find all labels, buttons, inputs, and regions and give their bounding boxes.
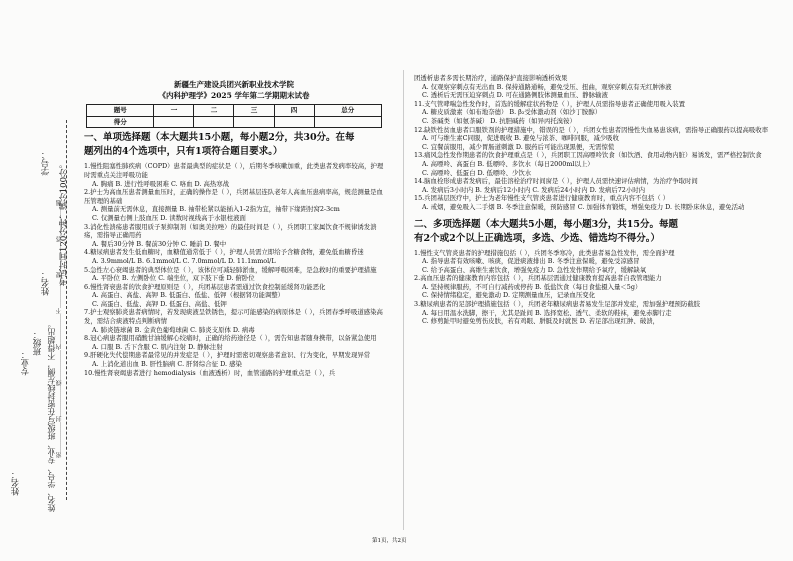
score-cell: 题号 [87, 105, 154, 117]
question-text: 1.慢性支气管炎患者的护理措施包括（ ），兵团冬季寒冷，此类患者易急性发作，需全面护理 [414, 248, 675, 257]
section-1-title [84, 131, 384, 159]
question-options: A. 每日用温水洗脚，擦干，尤其是趾间 B. 选择宽松、透气、柔软的鞋袜，避免赤脚行走 [422, 308, 672, 317]
question-options: C. 仅测量右侧上肢血压 D. 读数时视线高于水银柱液面 [92, 213, 246, 222]
exam-notice-1: 考试时间120分钟，满分100分。 [59, 160, 69, 286]
seal-line [66, 120, 67, 500]
question-text: 15.兵团基层医疗中，护士为老年慢性支气管炎患者进行健康教育时，重点内容不包括（ ） [414, 194, 670, 203]
score-cell[interactable] [274, 116, 314, 128]
student-id-label: 学号： [41, 150, 51, 176]
question-options: A. 坚持规律服药，不可自行减药或停药 B. 低盐饮食（每日食盐摄入量＜5g） [422, 282, 642, 291]
question-options: A. 3.9mmol/L B. 6.1mmol/L C. 7.0mmol/L D. 11.1mmol/L [92, 256, 276, 265]
question-options: A. 仅观察穿刺点有无出血 B. 保持通路通畅，避免受压、扭曲，观察穿刺点有无红肿渗液 [422, 82, 672, 91]
question-text: 11.支气管哮喘急性发作时，首选的缓解症状药物是（ ），护理人员需指导患者正确使用吸入装置 [414, 99, 686, 108]
score-cell[interactable] [194, 116, 234, 128]
name-label-bottom: 姓名： [11, 470, 21, 496]
question-text: 2.高血压患者的健康教育内容包括（ ），兵团基层需通过健康教育提高患者自我管理能力 [414, 274, 662, 283]
score-cell: 二 [194, 105, 234, 117]
score-cell[interactable] [154, 116, 194, 128]
question-text: 4.糖尿病患者发生低血糖时，血糖值通常低于（ ），护理人员需立即给予含糖食物，避免低血糖昏迷 [84, 248, 364, 257]
question-options: A. 可与维生素C同服，促进吸收 B. 避免与浓茶、咖啡同服，减少吸收 [422, 134, 619, 143]
question-options: C. 高嘌呤、低蛋白 D. 低嘌呤、少饮水 [422, 168, 532, 177]
question-options: A. 上消化道出血 B. 肝性脑病 C. 肝肾综合征 D. 感染 [92, 360, 242, 369]
section-1-title-line: 题列出的4个选项中，只有1项符合题目要求。） [84, 146, 283, 158]
section-2-title-line: 有2个或2个以上正确选项，多选、少选、错选均不得分。） [414, 232, 660, 244]
score-cell: 得分 [87, 116, 154, 128]
school-name: 新疆生产建设兵团兴新职业技术学院 [174, 80, 294, 89]
question-options: A. 发病后3小时内 B. 发病后12小时内 C. 发病后24小时内 D. 发病后72小时内 [422, 185, 646, 194]
page-number: 第1页，共2页 [372, 538, 407, 544]
question-text: 13.痛风急性发作期患者的饮食护理重点是（ ），兵团职工因高嘌呤饮食（如饮酒、食用动物内脏）易诱发，需严格控制饮食 [414, 151, 762, 160]
question-text: 2.护士为高血压患者测量血压时，正确的操作是（ ），兵团基层连队老年人高血压患病率高，规范测量是血压管理的基础 [84, 188, 383, 205]
question-options: A. 戒烟，避免吸入二手烟 B. 冬季注意保暖，预防感冒 C. 加强体育锻炼，增强免疫力 D. 长期卧床休息，避免活动 [422, 202, 745, 211]
question-options: A. 肺炎链球菌 B. 金黄色葡萄球菌 C. 肺炎支原体 D. 病毒 [92, 325, 255, 334]
question-options: C. 保持情绪稳定，避免激动 D. 定期测量血压，记录血压变化 [422, 291, 596, 300]
question-text: 12.缺铁性贫血患者口服铁剂的护理措施中，错误的是（ ），兵团女性患者因慢性失血易患该病，需指导正确服药以提高吸收率 [414, 125, 769, 134]
major-label: 专业： [21, 350, 31, 376]
score-table-score-row [87, 116, 382, 128]
question-text: 10.慢性肾衰竭患者进行 hemodialysis（血液透析）时，血管通路的护理重点是（ ），兵 [84, 368, 336, 377]
question-text: 9.肝硬化失代偿期患者最常见的并发症是（ ），护理时需密切观察患者意识、行为变化，早期发现异常 [84, 351, 371, 360]
score-table-header-row [87, 105, 382, 117]
section-2-title [414, 218, 769, 246]
question-options: C. 宜餐前服用，减少胃肠道刺激 D. 服药后可能出现黑便，无需惊慌 [422, 142, 615, 151]
seal-line-text: 密……………封……………线……………内……………不……………要……………答……………题 [56, 200, 63, 458]
section-1-title-line: 一、单项选择题（本大题共15小题，每小题2分，共30分。在每 [84, 132, 355, 144]
exam-notice-2: 姓名、学号、专业、班级写在密封线左侧，不得超出。 [47, 320, 56, 512]
question-text: 6.慢性肾衰患者的饮食护理原则是（ ），兵团基层患者需通过饮食控制延缓肾功能恶化 [84, 282, 326, 291]
question-options: C. 修剪趾甲时避免剪伤皮肤，若有鸡眼、胼胝及时就医 D. 若足部出现红肿、破溃， [422, 317, 659, 326]
question-text: 7.护士观察肺炎患者病情时，若发现痰液呈铁锈色，提示可能感染的病原体是（ ），兵团春季呼吸道感染高发，需结合痰液特点判断病情 [84, 308, 383, 326]
question-options: C. 茶碱类（如氨茶碱） D. 抗胆碱药（如异丙托溴铵） [422, 116, 576, 125]
score-cell[interactable] [234, 116, 274, 128]
question-options: A. 高蛋白、高盐、高钾 B. 低蛋白、低盐、低钾（根据肾功能调整） [92, 291, 285, 300]
right-column [414, 74, 769, 326]
question-options: A. 糖皮质激素（如布地奈德） B. β₂受体激动剂（如沙丁胺醇） [422, 108, 602, 117]
class-label: 班级： [33, 330, 43, 356]
question-options: C. 高蛋白、低盐、高钾 D. 低蛋白、高盐、低钾 [92, 299, 227, 308]
question-options: A. 胸痛 B. 进行性呼吸困难 C. 咯血 D. 高热寒战 [92, 179, 230, 188]
exam-title: 《内科护理学》2025 学年第二学期期末试卷 [158, 90, 310, 100]
score-cell: 四 [274, 105, 314, 117]
question-options: C. 透析后无需压迫穿刺点 D. 可在通路侧肢体测量血压、静脉输液 [422, 91, 608, 100]
section-2-title-line: 二、多项选择题（本大题共5小题，每小题3分，共15分。每题 [414, 218, 678, 230]
question-options: C. 给予高蛋白、高维生素饮食，增强免疫力 D. 急性发作期给予氧疗，缓解缺氧 [422, 265, 647, 274]
score-cell: 总分 [314, 105, 381, 117]
question-list [84, 162, 384, 377]
question-options: A. 测量前无需休息，直接测量 B. 袖带松紧以能插入1-2指为宜，袖带下缘距肘窝2-3cm [92, 205, 340, 214]
question-text: 3.消化性溃疡患者服用质子泵抑制剂（如奥美拉唑）的最佳时间是（ ），兵团职工家属饮食不规律诱发溃疡，需指导正确用药 [84, 222, 377, 240]
question-text: 1.慢性阻塞性肺疾病（COPD）患者最典型的症状是（ ），后期冬季咳嗽加重，此类患者发病率较高，护理时需重点关注呼吸功能 [84, 162, 384, 179]
left-column [84, 75, 384, 377]
question-text: 3.糖尿病患者的足部护理措施包括（ ），兵团老年糖尿病患者易发生足部并发症，需加强护理预防截肢 [414, 300, 701, 309]
question-options: A. 平卧位 B. 左侧卧位 C. 端坐位，双下肢下垂 D. 俯卧位 [92, 274, 255, 283]
score-cell: 一 [154, 105, 194, 117]
question-text: 8.冠心病患者服用硝酸甘油缓解心绞痛时，正确的给药途径是（ ），需告知患者随身携带，以备紧急使用 [84, 334, 377, 343]
question-options: A. 口服 B. 舌下含服 C. 肌内注射 D. 静脉注射 [92, 342, 223, 351]
question-text: 5.急性左心衰竭患者的典型体位是（ ），该体位可减轻肺淤血，缓解呼吸困难，是急救时的重要护理措施 [84, 265, 377, 274]
name-label: 姓名： [41, 270, 51, 296]
score-cell[interactable] [314, 116, 381, 128]
question-options: A. 高嘌呤、高蛋白 B. 低嘌呤、多饮水（每日2000ml以上） [422, 159, 594, 168]
score-table [86, 104, 382, 128]
question-options: A. 餐后30分钟 B. 餐前30分钟 C. 睡前 D. 餐中 [92, 239, 227, 248]
question-text: 团透析患者多需长期治疗，通路保护直接影响透析效果 [414, 74, 568, 82]
question-options: A. 指导患者有效咳嗽、咳痰，促进痰液排出 B. 冬季注意保暖，避免受凉感冒 [422, 257, 640, 266]
question-text: 14.脑血栓形成患者发病后，最佳溶栓治疗时间窗是（ ），护理人员需快速评估病情，为治疗争取时间 [414, 177, 698, 186]
column-divider [403, 70, 404, 530]
score-cell: 三 [234, 105, 274, 117]
